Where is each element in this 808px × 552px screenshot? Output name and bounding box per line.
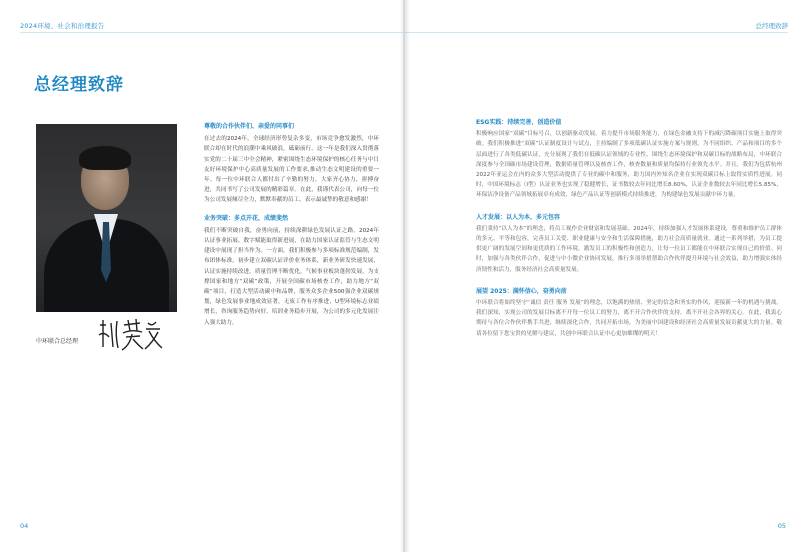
section-heading-outlook: 展望 2025：满怀信心，奋勇向前: [476, 287, 567, 295]
letter-column-right: [476, 118, 782, 351]
section-body-business: 我们不断突破自我，奋勇向前，持续深耕绿色发展认证之路。2024年认证事业拓展、数字赋能取得新进展，在助力国家认证监管与生态文明建设中展现了担当作为。一方面，我们积极参与多项标准规范编制，发布团体标准，初步建立双碳认证评价业务体系，新业务研发快速发展，认证实施持续改进，质量管理不断优化。气候事业板块蓬勃发展，为支撑国家和地方“双碳”政策，开展全国碳市场核查工作，助力地方“双碳”项目，打造大型活动碳中和品牌，服务众多企业500强企业双碳规划，绿色发展事业地成效显著，无废工作有序推进，U型环境标志业绩增长，咨询服务趋势向好，培训业务稳步开展，为公司的多元化发展注入强大助力。: [204, 227, 379, 326]
section-header: 总经理致辞: [755, 22, 788, 30]
right-page: [405, 0, 808, 552]
section-heading-business: 业务突破：多点开花，成绩斐然: [204, 214, 289, 222]
header-divider: [405, 32, 788, 33]
report-header: 2024环境、社会和治理报告: [20, 22, 105, 30]
section-heading-esg: ESG实践：持续完善，创造价值: [476, 119, 562, 126]
left-page: [0, 0, 403, 552]
header-divider: [20, 32, 403, 33]
section-body-esg: 积极响应国家“双碳”目标号召，以创新驱动发展，着力提升市场服务能力，在绿色金融支持下的减污降碳项目实施上取得突破。我们积极推进“双碳”认证制度设计与试点，主持编制了多项低碳认证实施方案与规则，为不同组织、产品和项目的多个层面进行了各类低碳认证，充分展现了我们在低碳认证领域的专业性。围绕生态环境保护和双碳目标的战略布局，中环联合深度参与全国碳市场建设管理，数据质量管理以及核查工作，核查数量和质量均保持行业领先水平。并且，我们为包括杭州2022年亚运会在内的众多大型活动提供了专业的碳中和服务，助力国内外知名企业在实现双碳目标上取得实质性进展。同时，中国环境标志（Ⅰ型）认证业务也实现了稳健增长，证书数较去年同比增长8.60%，认证企业数较去年同比增长5.85%，环保洁净设备产品领域拓展卓有成效，绿色产品认证等创新模式持续推进，为构建绿色发展贡献中环力量。: [476, 131, 782, 199]
letter-column-left: [204, 122, 379, 336]
section-body-outlook: 中环联合将始终坚守“诚信 责任 服务 发展”的理念，以饱满的热情、坚定的信念和务实的作风，迎接新一年的机遇与挑战。我们深知，实现公司的发展目标离不开每一位员工的努力，离不开合作伙伴的支持，离不开社会各界的关心。在此，我衷心期待与各位合作伙伴携手共进，继续深化合作，共同开拓市场，为美丽中国建设和经济社会高质量发展贡献更大的力量。敬请各位留下您宝贵的见解与建议，共创中环联合认证中心更加璀璨的明天！: [476, 300, 782, 337]
page-number-right: 05: [777, 522, 786, 530]
page-number-left: 04: [20, 522, 29, 530]
section-body-talent: 我们秉持“以人为本”的理念，将员工视作企业财富和发展基础。2024年，持续加强人才发展体系建设，尊重和维护员工群体的多元、平等和包容，完善员工关爱、职业健康与安全和生活保障措施，助力社会高质量就业。通过一系列举措，为员工提供更广阔的发展空间和更优质的工作环境，激发员工的积极性和创造力，让每一位员工都能在中环联合实现自己的价值。同时，加强与各类伙伴合作，促进与中小微企业协同发展，推行多项举措帮助合作伙伴提升环境与社会效益，助力增强实体经济韧性和活力，服务经济社会高质量发展。: [476, 225, 782, 273]
section-heading-talent: 人才发展：以人为本，多元包容: [476, 213, 561, 221]
section-heading-greeting: 尊敬的合作伙伴们、亲爱的同事们: [204, 123, 295, 130]
section-body-greeting: 在过去的2024年，全球经济形势复杂多变，市场竞争愈发激烈，中环联合却在时代的浪潮中乘风破浪，砥砺前行。这一年是我们深入贯彻落实党的二十届三中全会精神，紧密围绕生态环境保护的核心任务与中日友好环境保护中心高质量发展的工作要求,推动生态文明建设的重要一年。每一位中环联合人都付出了辛勤的努力，大家齐心协力，拼搏奋进，共同书写了公司发展的精彩篇章。在此，我谨代表公司，向每一位为公司发展倾尽全力，默默奉献的员工，表示最诚挚的敬意和感谢！: [204, 136, 379, 204]
portrait-hair: [79, 146, 131, 170]
signature-label: 中环联合总经理: [36, 338, 79, 345]
ceo-portrait: [36, 124, 177, 312]
book-gutter: [400, 0, 410, 552]
handwritten-signature: [96, 317, 166, 353]
page-title: 总经理致辞: [34, 75, 124, 95]
